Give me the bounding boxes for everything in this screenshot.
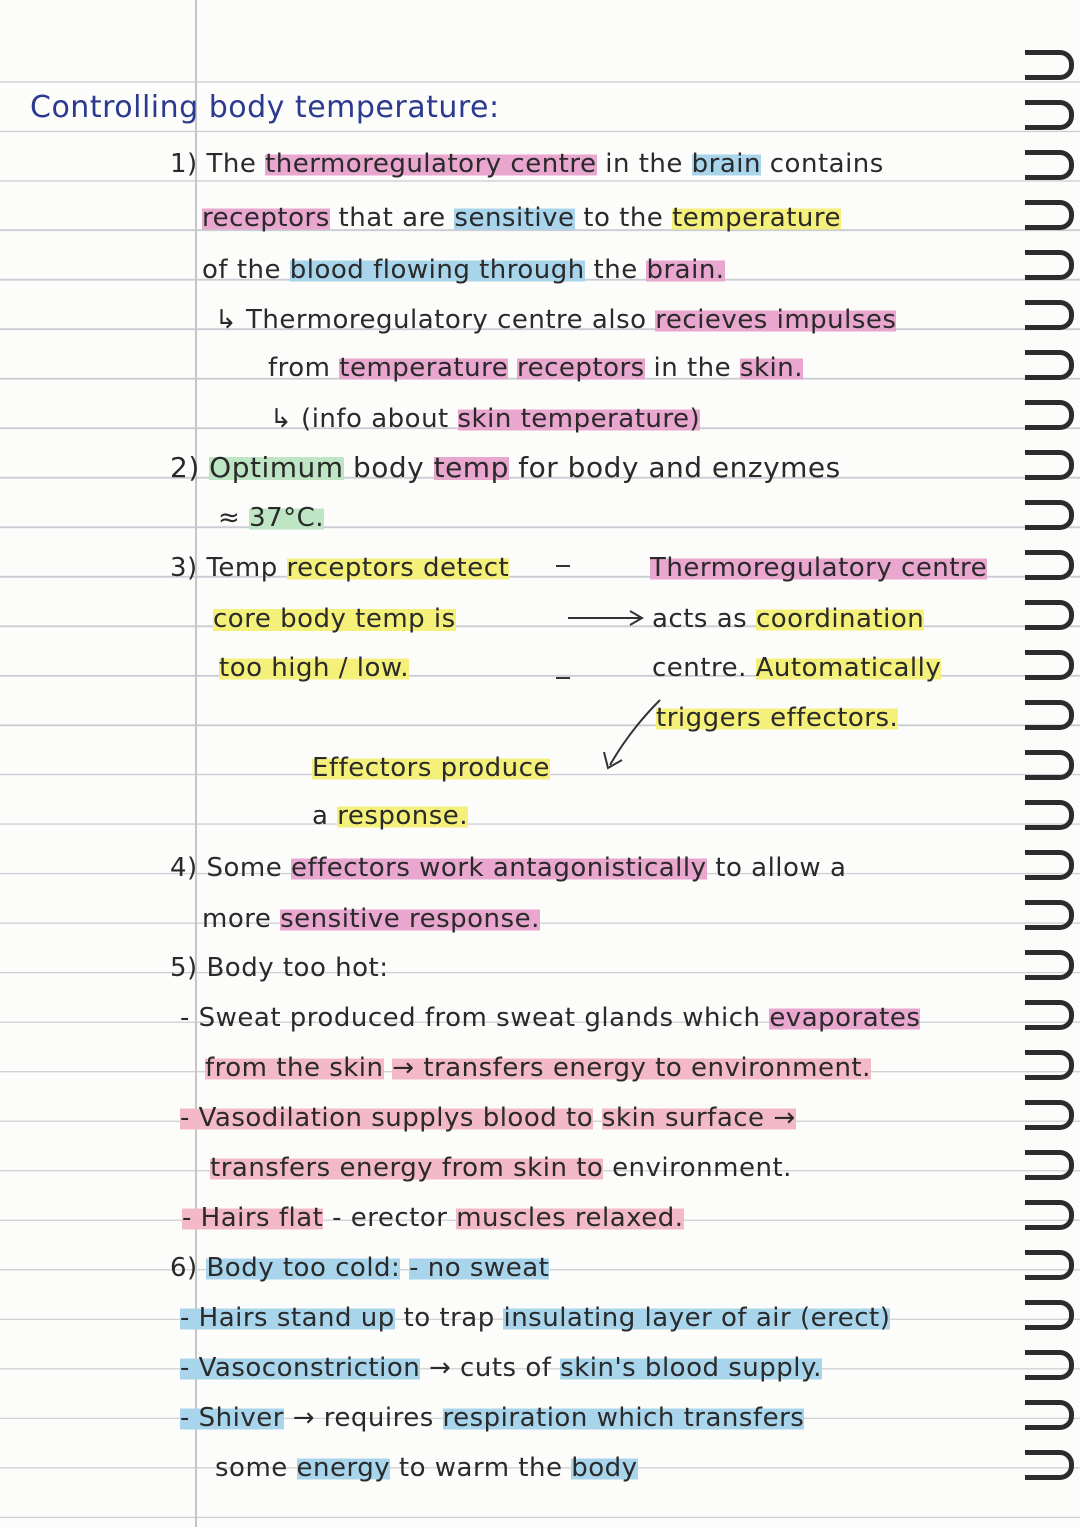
point-6-bullet-2: - Vasoconstriction → cuts of skin's blood supply.	[180, 1353, 822, 1383]
point-5-bullet-2a: - Vasodilation supplys blood to skin surface →	[180, 1103, 796, 1133]
point-5-line-1: 5) Body too hot:	[170, 953, 389, 983]
point-5-bullet-3: - Hairs flat - erector muscles relaxed.	[182, 1203, 684, 1233]
point-number: 4)	[170, 853, 198, 883]
point-1-line-6: ↳ (info about skin temperature)	[270, 404, 701, 434]
point-2-line-1: 2) Optimum body temp for body and enzymes	[170, 451, 841, 484]
point-5-bullet-1a: - Sweat produced from sweat glands which evaporates	[180, 1003, 921, 1033]
point-1-line-2: receptors that are sensitive to the temperature	[202, 203, 842, 233]
point-3-line-2: core body temp is	[213, 604, 456, 634]
point-2-line-2: ≈ 37°C.	[218, 503, 325, 533]
point-3-effectors-line-1: Effectors produce	[312, 753, 550, 783]
point-4-line-1: 4) Some effectors work antagonistically to allow a	[170, 853, 847, 883]
point-number: 2)	[170, 451, 200, 484]
point-3-right-line-3: centre. Automatically	[652, 653, 942, 683]
point-3-effectors-line-2: a response.	[312, 801, 469, 831]
point-6-line-1: 6) Body too cold: - no sweat	[170, 1253, 550, 1283]
point-3-right-line-2: acts as coordination	[652, 604, 925, 634]
point-number: 6)	[170, 1253, 198, 1283]
point-number: 1)	[170, 149, 198, 179]
page-title: Controlling body temperature:	[30, 90, 500, 125]
point-1-line-1: 1) The thermoregulatory centre in the brain contains	[170, 149, 884, 179]
point-1-line-4: ↳ Thermoregulatory centre also recieves impulses	[215, 305, 897, 335]
point-6-bullet-3b: some energy to warm the body	[215, 1453, 638, 1483]
point-4-line-2: more sensitive response.	[202, 904, 540, 934]
point-3-right-line-1: Thermoregulatory centre	[650, 553, 988, 583]
point-3-line-1: 3) Temp receptors detect	[170, 553, 510, 583]
point-number: 3)	[170, 553, 198, 583]
point-1-line-5: from temperature receptors in the skin.	[268, 353, 803, 383]
point-3-line-3: too high / low.	[219, 653, 410, 683]
point-1-line-3: of the blood flowing through the brain.	[202, 255, 725, 285]
point-5-bullet-2b: transfers energy from skin to environment.	[210, 1153, 792, 1183]
point-6-bullet-1: - Hairs stand up to trap insulating layer of air (erect)	[180, 1303, 891, 1333]
point-5-bullet-1b: from the skin → transfers energy to environment.	[205, 1053, 871, 1083]
point-3-right-line-4: triggers effectors.	[656, 703, 899, 733]
point-6-bullet-3a: - Shiver → requires respiration which transfers	[180, 1403, 805, 1433]
point-number: 5)	[170, 953, 198, 983]
